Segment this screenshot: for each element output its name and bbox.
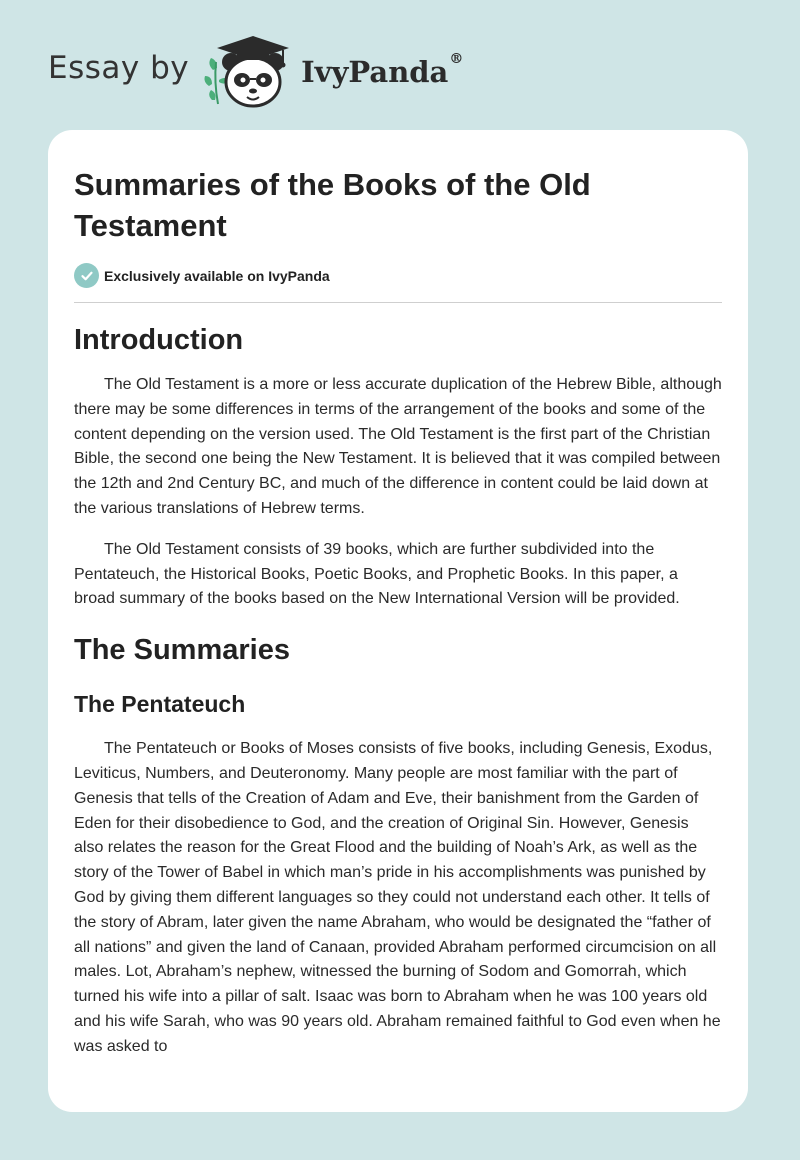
subsection-heading-pentateuch: The Pentateuch: [74, 691, 246, 718]
paragraph: The Old Testament consists of 39 books, which are further subdivided into the Pentateuch, the Historical Books, Poetic Books, and Prophetic Books. In this paper, a broad summary of the books based on the New International Version will be provided.: [74, 540, 680, 608]
document-card: [48, 130, 748, 1112]
panda-logo-icon: [203, 30, 295, 110]
page-title: Summaries of the Books of the Old Testament: [74, 167, 591, 243]
paragraph: The Old Testament is a more or less accurate duplication of the Hebrew Bible, although there may be some differences in terms of the arrangement of the books and some of the content depending on the version used. The Old Testament is the first part of the Christian Bible, the second one being the New Testament. It is believed that it was compiled between the 12th and 2nd Century BC, and much of the difference in content could be laid down at the various translations of Hebrew terms.: [74, 376, 722, 517]
registered-mark: ®: [449, 51, 464, 67]
title-divider: [74, 302, 722, 303]
exclusive-badge: [74, 263, 330, 288]
essay-by-label: Essay by: [48, 50, 190, 86]
section-heading-introduction: Introduction: [74, 324, 244, 356]
site-header: [48, 30, 463, 110]
check-icon: [74, 263, 99, 288]
paragraph: The Pentateuch or Books of Moses consists of five books, including Genesis, Exodus, Leviticus, Numbers, and Deuteronomy. Many people are most familiar with the part of Genesis that tells of the Creation of Adam and Eve, their banishment from the Garden of Eden for their disobedience to God, and the creation of Original Sin. However, Genesis also relates the reason for the Great Flood and the building of Noah’s Ark, as well as the story of the Tower of Babel in which man’s pride in his accomplishments was punished by God by giving them different languages so they could not understand each other. It tells of the story of Abram, later given the name Abraham, who would be designated the “father of all nations” and given the land of Canaan, provided Abraham performed circumcision on all males. Lot, Abraham’s nephew, witnessed the burning of Sodom and Gomorrah, which turned his wife into a pillar of salt. Isaac was born to Abraham when he was 100 years old and his wife Sarah, who was 90 years old. Abraham remained faithful to God even when he was asked to: [74, 740, 721, 1055]
document-body: [74, 320, 722, 1060]
exclusive-label: Exclusively available on IvyPanda: [104, 267, 330, 284]
section-heading-summaries: The Summaries: [74, 634, 290, 667]
brand-name[interactable]: IvyPanda®: [301, 51, 464, 89]
